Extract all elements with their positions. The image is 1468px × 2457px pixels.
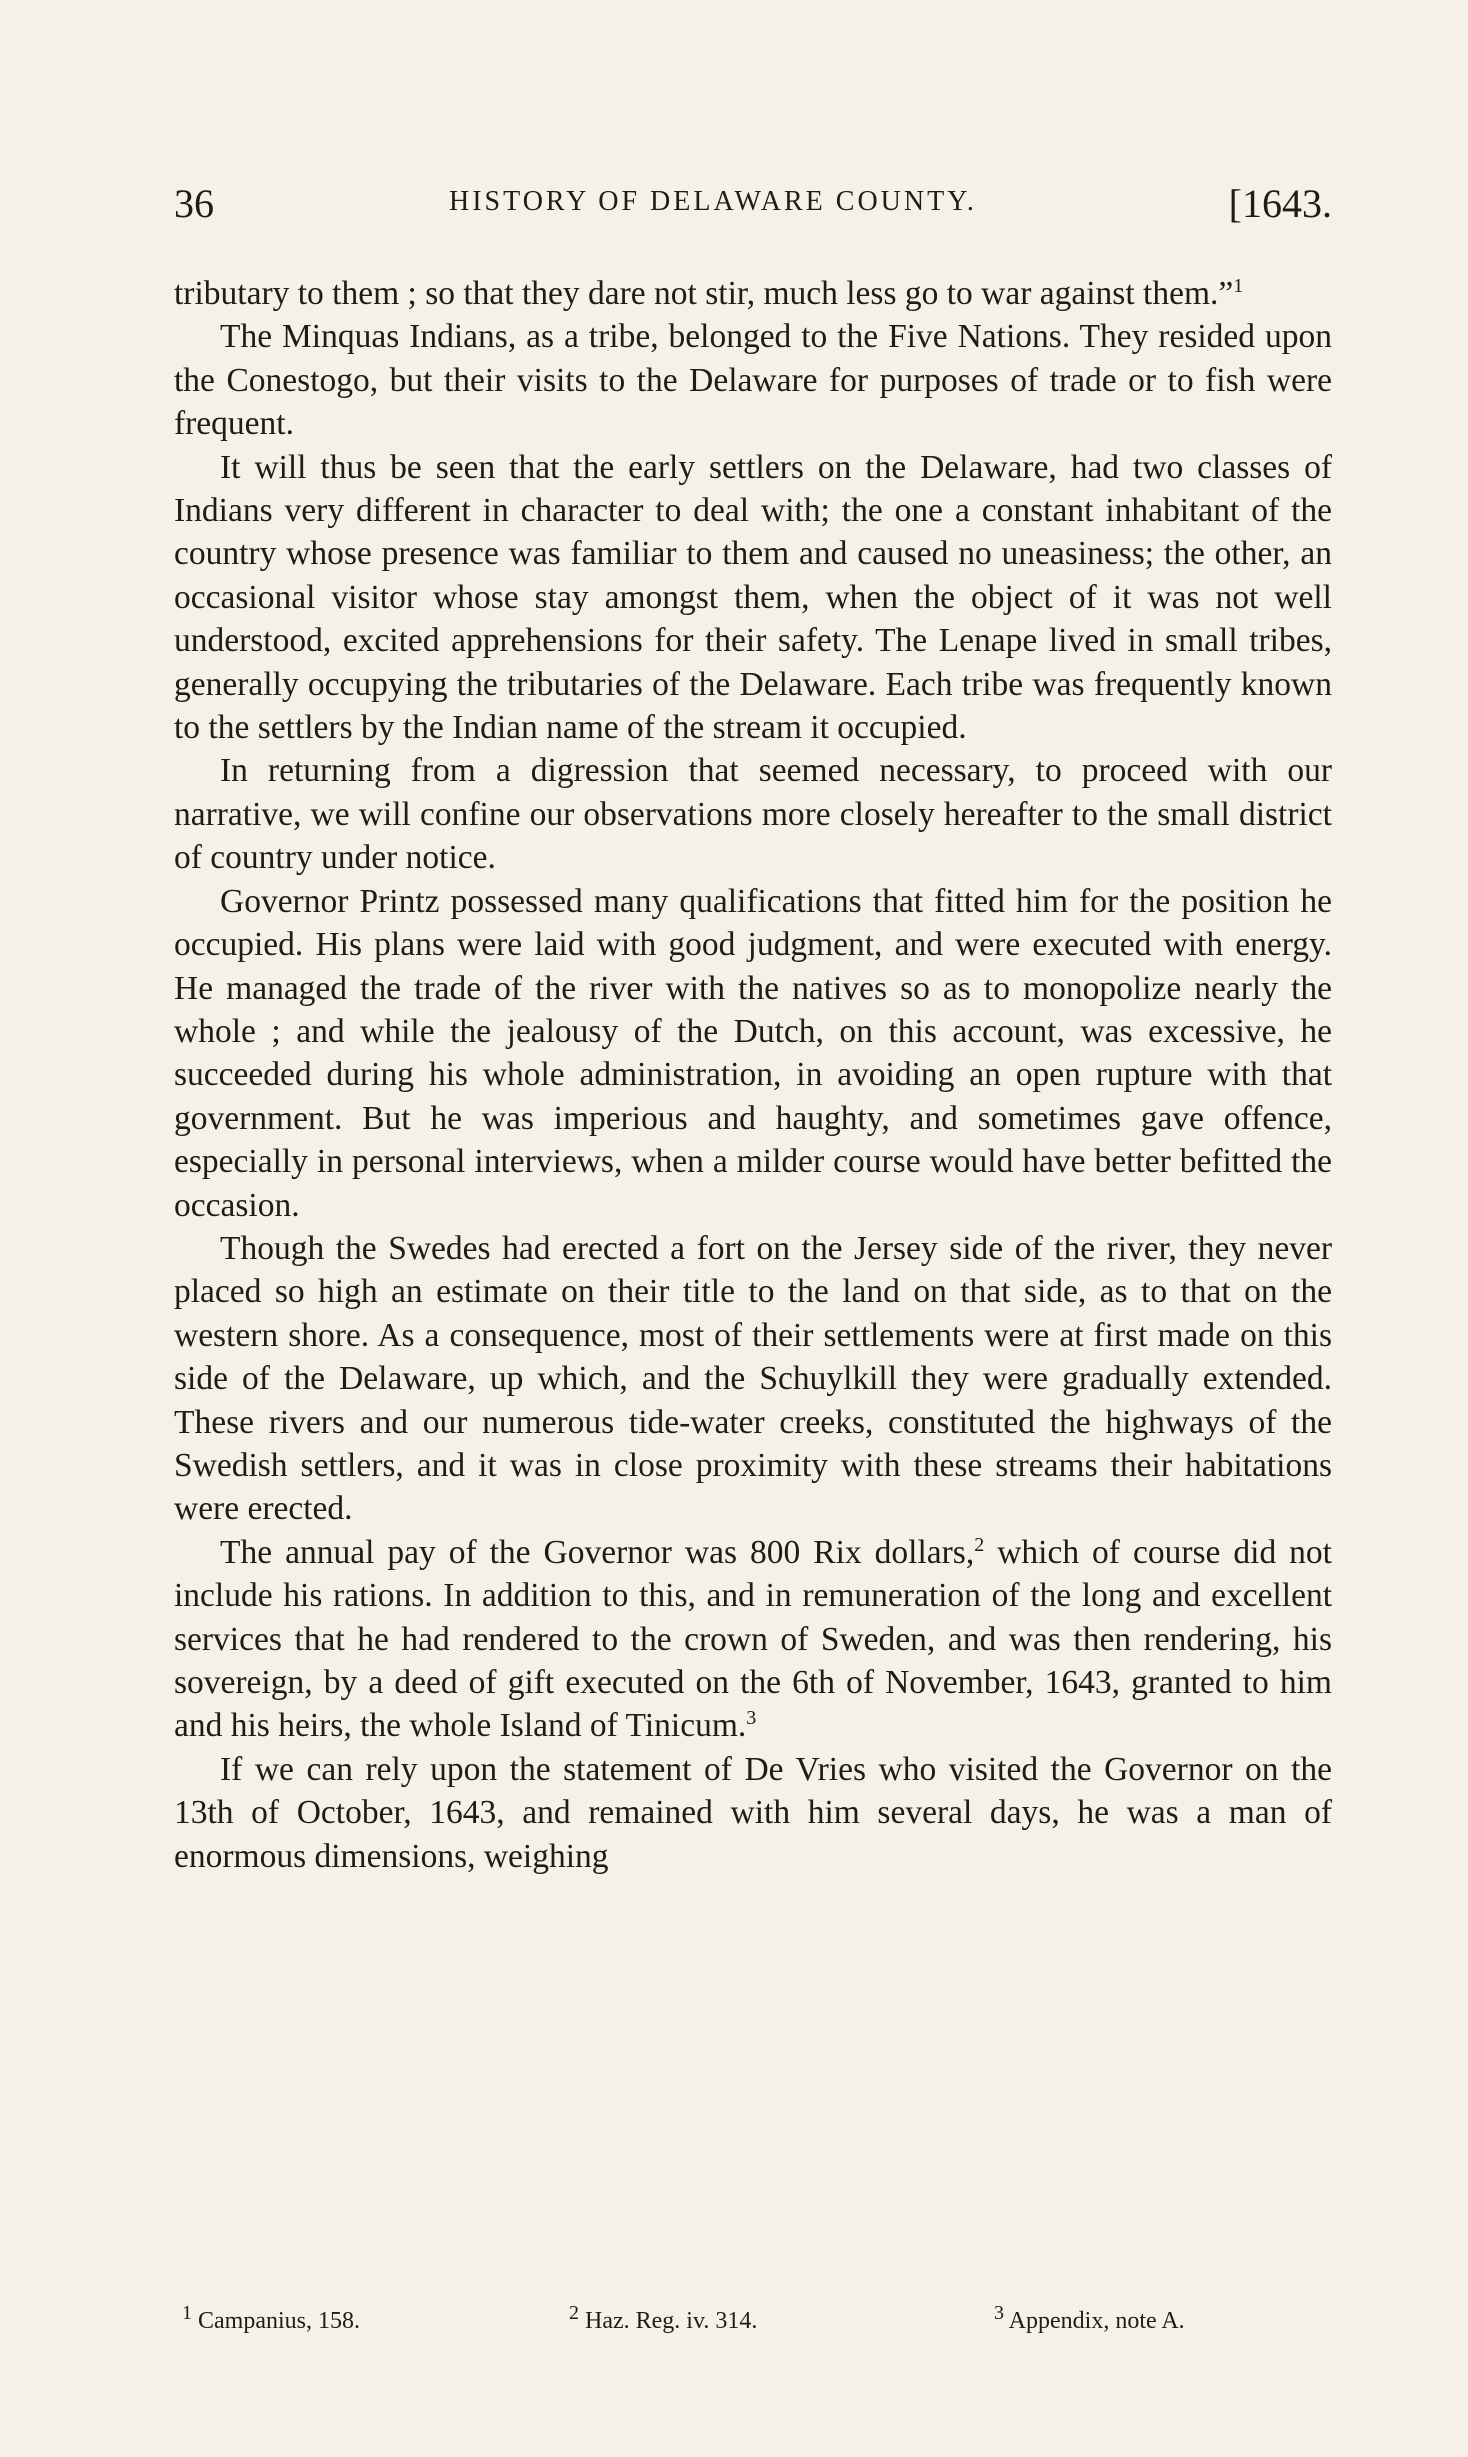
- paragraph: [174, 272, 1332, 315]
- paragraph: [174, 1531, 1332, 1748]
- book-page: [174, 180, 1332, 2334]
- paragraph-text: Governor Printz possessed many qualifications that fitted him for the position he occupied. His plans were laid with good judgment, and were executed with energy. He managed the trade of the river with the natives so as to monopolize nearly the whole ; and while the jealousy of the Dutch, on this account, was excessive, he succeeded during his whole administration, in avoiding an open rupture with that government. But he was imperious and haughty, and sometimes gave offence, especially in personal interviews, when a milder course would have better befitted the occasion.: [174, 882, 1332, 1224]
- paragraph-text: In returning from a digression that seemed necessary, to proceed with our narrative, we will confine our observations more closely hereafter to the small district of country under notice.: [174, 752, 1332, 877]
- paragraph-text: tributary to them ; so that they dare not stir, much less go to war against them.”: [174, 275, 1234, 312]
- footnote-text: Campanius, 158.: [192, 2308, 360, 2334]
- paragraph-text: It will thus be seen that the early settlers on the Delaware, had two classes of Indians very different in character to deal with; the one a constant inhabitant of the country whose presence was familiar to them and caused no uneasiness; the other, an occasional visitor whose stay amongst them, when the object of it was not well understood, excited apprehensions for their safety. The Lenape lived in small tribes, generally occupying the tributaries of the Delaware. Each tribe was frequently known to the settlers by the Indian name of the stream it occupied.: [174, 448, 1332, 747]
- running-header: [174, 180, 1332, 240]
- footnote-mark: 1: [182, 2302, 192, 2324]
- footnote: [994, 2302, 1185, 2335]
- footnote-text: Appendix, note A.: [1004, 2308, 1185, 2334]
- paragraph-text: which of course did not include his rations. In addition to this, and in remuneration of the long and excellent services that he had rendered to the crown of Sweden, and was then rendering, his sovereign, by a deed of gift executed on the 6th of November, 1643, granted to him and his heirs, the whole Island of Tinicum.: [174, 1533, 1332, 1745]
- footnote-ref: 1: [1233, 274, 1244, 297]
- paragraph: [174, 749, 1332, 879]
- paragraph-text: The annual pay of the Governor was 800 Rix dollars,: [220, 1533, 975, 1571]
- paragraph-text: Though the Swedes had erected a fort on the Jersey side of the river, they never placed so high an estimate on their title to the land on that side, as to that on the western shore. As a consequence, most of their settlements were at first made on this side of the Delaware, up which, and the Schuylkill they were gradually extended. These rivers and our numerous tide-water creeks, constituted the highways of the Swedish settlers, and it was in close proximity with these streams their habitations were erected.: [174, 1229, 1332, 1528]
- footnote-text: Haz. Reg. iv. 314.: [579, 2308, 758, 2334]
- body-text: [174, 272, 1332, 1878]
- footnote-ref: 2: [974, 1533, 985, 1556]
- footnote-ref: 3: [746, 1707, 757, 1730]
- paragraph-text: If we can rely upon the statement of De Vries who visited the Governor on the 13th of October, 1643, and remained with him several days, he was a man of enormous dimensions, weighing: [174, 1750, 1332, 1875]
- paragraph: [174, 1748, 1332, 1878]
- paragraph: [174, 1227, 1332, 1531]
- header-year: [1643.: [1228, 181, 1332, 226]
- paragraph: [174, 446, 1332, 750]
- footnote: [569, 2302, 758, 2335]
- footnote: [182, 2302, 360, 2335]
- running-title: HISTORY OF DELAWARE COUNTY.: [449, 186, 977, 217]
- footnote-mark: 3: [994, 2302, 1004, 2324]
- page-number: 36: [174, 181, 214, 226]
- paragraph: [174, 315, 1332, 445]
- paragraph-text: The Minquas Indians, as a tribe, belonged to the Five Nations. They resided upon the Conestogo, but their visits to the Delaware for purposes of trade or to fish were frequent.: [174, 318, 1332, 443]
- paragraph: [174, 880, 1332, 1227]
- footnote-mark: 2: [569, 2302, 579, 2324]
